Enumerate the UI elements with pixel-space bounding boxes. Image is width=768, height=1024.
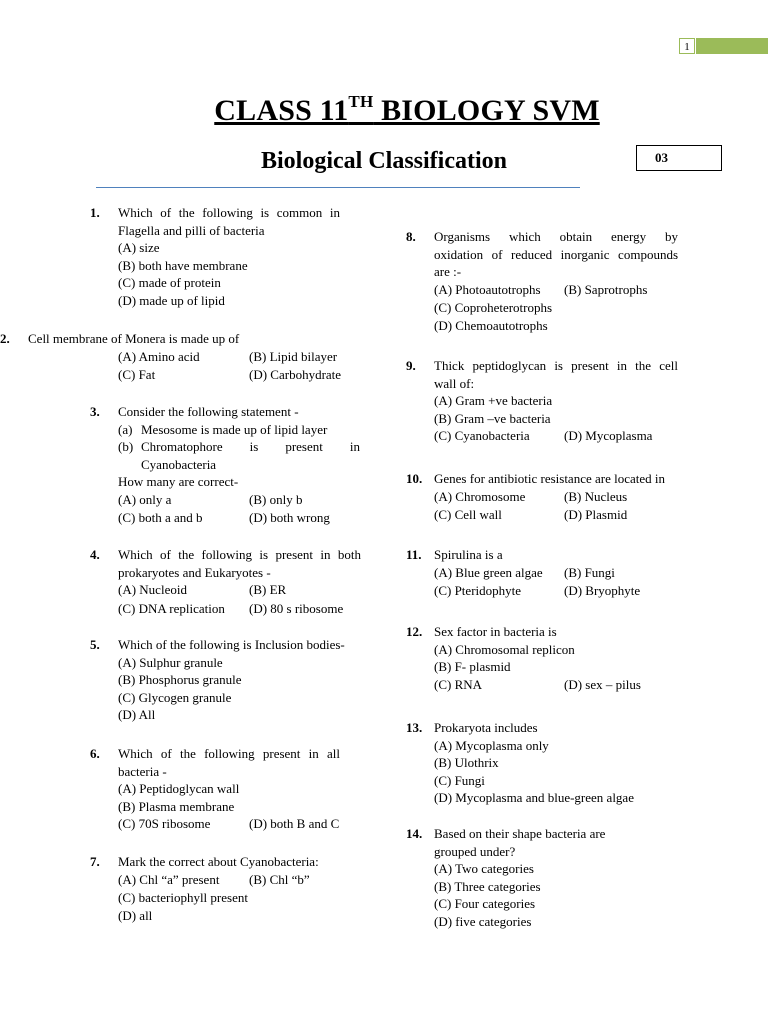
option-c: (C) Pteridophyte [434, 583, 522, 598]
option-b: (B) Lipid bilayer [249, 348, 338, 364]
option-b: (B) Three categories [434, 878, 541, 894]
question-number: 6. [90, 746, 100, 761]
question-text: Based on their shape bacteria are [434, 826, 606, 841]
option-d: (D) made up of lipid [118, 292, 225, 308]
option-c: (C) Cell wall [434, 507, 502, 522]
option-c: (C) 70S ribosome [118, 816, 211, 831]
option-b: (B) F- plasmid [434, 659, 511, 674]
option-d: (D) all [118, 907, 153, 923]
option-d: (D) both wrong [249, 510, 330, 525]
question-2 [0, 330, 358, 385]
option-d: (D) All [118, 707, 156, 722]
option-d: (D) 80 s ribosome [249, 600, 344, 616]
title-divider [96, 187, 580, 188]
option-a: (A) Chromosome [434, 488, 526, 504]
option-b: (B) Gram –ve bacteria [434, 410, 551, 426]
question-text: Cell membrane of Monera is made up of [28, 331, 240, 346]
question-5 [90, 636, 363, 724]
option-c: (C) Cyanobacteria [434, 428, 530, 443]
option-d: (D) Mycoplasma [564, 428, 653, 443]
page-number: 1 [679, 38, 695, 54]
option-d: (D) Mycoplasma and blue-green algae [434, 790, 634, 805]
option-d: (D) Plasmid [564, 507, 628, 522]
statement-label: (a) [118, 421, 133, 437]
option-d: (D) Bryophyte [564, 583, 641, 598]
question-text: oxidation of reduced inorganic compounds [434, 246, 678, 262]
question-text: Which of the following is present in both [118, 547, 361, 562]
question-number: 1. [90, 205, 100, 220]
question-text: prokaryotes and Eukaryotes - [118, 564, 271, 580]
option-c: (C) Four categories [434, 896, 536, 911]
option-d: (D) five categories [434, 913, 532, 929]
question-number: 13. [406, 720, 423, 735]
page-title [0, 94, 768, 128]
option-b: (B) both have membrane [118, 257, 248, 273]
option-c: (C) Fat [118, 367, 156, 382]
question-text: Which of the following present in all [118, 746, 340, 761]
option-a: (A) Chl “a” present [118, 871, 220, 887]
statement-a [118, 421, 360, 439]
question-12 [406, 623, 684, 694]
question-number: 4. [90, 547, 100, 562]
option-a: (A) Sulphur granule [118, 654, 223, 670]
option-b: (B) only b [249, 491, 303, 507]
question-10 [406, 470, 684, 525]
question-number: 12. [406, 624, 423, 639]
question-text: Flagella and pilli of bacteria [118, 222, 265, 238]
question-6 [90, 745, 340, 834]
option-a: (A) size [118, 240, 160, 255]
question-number: 10. [406, 471, 423, 486]
option-c: (C) Glycogen granule [118, 689, 232, 705]
statement-label: (b) [118, 439, 134, 454]
question-4 [90, 546, 361, 618]
question-number: 2. [0, 331, 10, 346]
question-1 [90, 204, 340, 309]
question-13 [406, 719, 684, 807]
statement-text: Cyanobacteria [141, 456, 217, 472]
option-a: (A) Chromosomal replicon [434, 641, 575, 657]
statement-b [118, 438, 360, 473]
question-text: Which of the following is common in [118, 205, 340, 220]
option-c: (C) Coproheterotrophs [434, 300, 553, 315]
option-b: (B) Chl “b” [249, 871, 310, 887]
question-9 [406, 357, 678, 446]
option-a: (A) Gram +ve bacteria [434, 393, 553, 408]
question-text: Thick peptidoglycan is present in the cell [434, 358, 678, 373]
option-a: (A) Nucleoid [118, 582, 187, 597]
question-text: Mark the correct about Cyanobacteria: [118, 854, 319, 869]
question-text: bacteria - [118, 763, 167, 779]
question-text: are :- [434, 264, 462, 279]
question-text: Spirulina is a [434, 547, 503, 562]
question-number: 8. [406, 229, 416, 244]
option-a: (A) Photoautotrophs [434, 281, 541, 297]
option-c: (C) bacteriophyll present [118, 890, 248, 905]
option-c: (C) both a and b [118, 510, 203, 525]
option-c: (C) made of protein [118, 275, 221, 290]
option-c: (C) RNA [434, 676, 483, 692]
option-c: (C) DNA replication [118, 600, 225, 616]
question-number: 11. [406, 547, 422, 562]
title-superscript: TH [348, 92, 374, 111]
question-text: Organisms which obtain energy by [434, 229, 678, 244]
option-a: (A) Two categories [434, 861, 534, 876]
option-d: (D) Chemoautotrophs [434, 317, 548, 333]
option-b: (B) Ulothrix [434, 755, 499, 770]
option-b: (B) Nucleus [564, 488, 628, 504]
sheet-number-box: 03 [636, 145, 722, 171]
question-number: 3. [90, 404, 100, 419]
question-text: wall of: [434, 375, 475, 391]
question-text: Which of the following is Inclusion bodies- [118, 637, 345, 652]
option-d: (D) both B and C [249, 816, 340, 831]
question-text: Consider the following statement - [118, 404, 299, 419]
question-number: 5. [90, 637, 100, 652]
question-11 [406, 546, 684, 601]
question-text: Prokaryota includes [434, 720, 538, 735]
question-text: Genes for antibiotic resistance are located in [434, 471, 666, 486]
option-b: (B) Plasma membrane [118, 798, 235, 814]
question-number: 9. [406, 358, 416, 373]
question-7 [90, 853, 343, 924]
question-8 [406, 228, 678, 334]
option-a: (A) Peptidoglycan wall [118, 781, 240, 796]
question-number: 7. [90, 854, 100, 869]
question-14 [406, 825, 684, 930]
option-a: (A) Blue green algae [434, 564, 543, 580]
option-a: (A) only a [118, 491, 172, 507]
title-class: CLASS 11 [214, 94, 349, 127]
question-text: Sex factor in bacteria is [434, 624, 557, 639]
option-d: (D) Carbohydrate [249, 367, 342, 382]
statement-text: Chromatophore is present in [141, 439, 360, 454]
question-text: grouped under? [434, 843, 516, 859]
option-b: (B) ER [249, 582, 287, 597]
option-a: (A) Mycoplasma only [434, 737, 549, 753]
title-subject: BIOLOGY SVM [373, 94, 600, 127]
chapter-title: Biological Classification [261, 148, 507, 174]
option-b: (B) Fungi [564, 564, 615, 580]
question-3 [90, 403, 360, 528]
statement-text: Mesosome is made up of lipid layer [141, 421, 328, 437]
question-text: How many are correct- [118, 474, 239, 489]
option-d: (D) sex – pilus [564, 676, 641, 692]
option-c: (C) Fungi [434, 772, 485, 788]
option-a: (A) Amino acid [118, 348, 200, 364]
page-number-bar [696, 38, 768, 54]
option-b: (B) Saprotrophs [564, 281, 648, 297]
question-number: 14. [406, 826, 423, 841]
option-b: (B) Phosphorus granule [118, 672, 242, 687]
